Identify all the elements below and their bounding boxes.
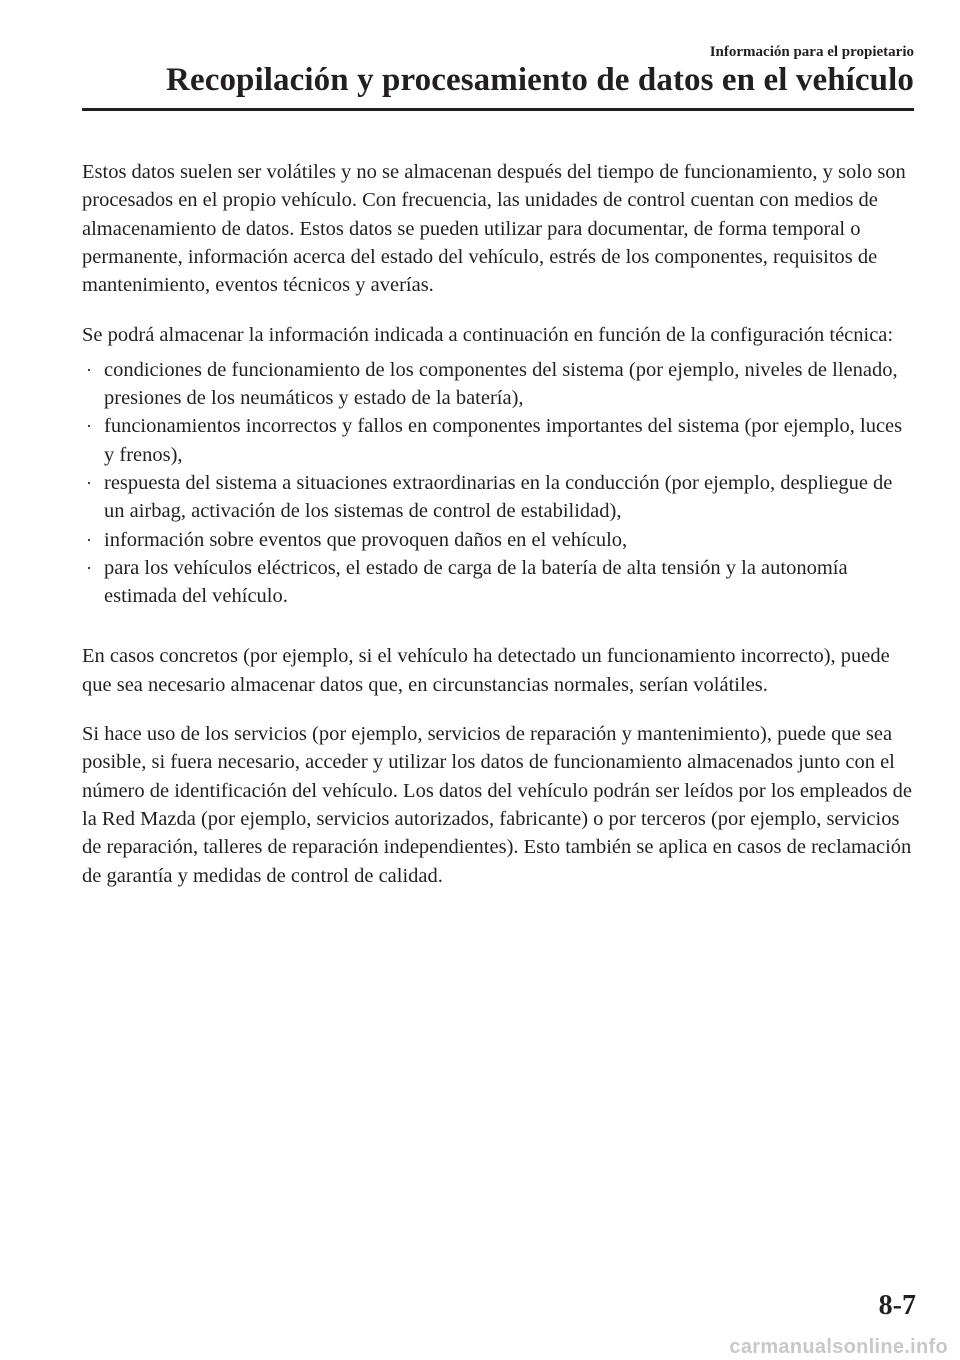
bullet-icon: ·	[86, 472, 92, 493]
list-item-text: respuesta del sistema a situaciones extraordinarias en la conducción (por ejemplo, despliegue de un airbag, activación de los sistemas de control de estabilidad),	[104, 471, 893, 523]
list-item	[82, 469, 916, 526]
paragraph-services-access: Si hace uso de los servicios (por ejemplo, servicios de reparación y mantenimiento), puede que sea posible, si fuera necesario, acceder y utilizar los datos de funcionamiento almacenados junto con el número de identificación del vehículo. Los datos del vehículo podrán ser leídos por los empleados de la Red Mazda (por ejemplo, servicios autorizados, fabricante) o por terceros (por ejemplo, servicios de reparación, talleres de reparación independientes). Esto también se aplica en casos de reclamación de garantía y medidas de control de calidad.	[82, 723, 913, 887]
watermark-text: carmanualsonline.info	[729, 1336, 948, 1358]
list-item-text: para los vehículos eléctricos, el estado de carga de la batería de alta tensión y la autonomía estimada del vehículo.	[104, 556, 848, 608]
bullet-icon: ·	[86, 557, 92, 578]
list-item-text: condiciones de funcionamiento de los componentes del sistema (por ejemplo, niveles de llenado, presiones de los neumáticos y estado de la batería),	[104, 358, 898, 410]
bullet-icon: ·	[86, 359, 92, 380]
section-label: Información para el propietario	[709, 44, 914, 60]
list-item-text: funcionamientos incorrectos y fallos en componentes importantes del sistema (por ejemplo, luces y frenos),	[104, 415, 903, 466]
header-divider	[82, 108, 914, 111]
list-item	[82, 412, 916, 469]
paragraph-specific-cases: En casos concretos (por ejemplo, si el vehículo ha detectado un funcionamiento incorrecto), puede que sea necesario almacenar datos que, en circunstancias normales, serían volátiles.	[82, 645, 890, 696]
list-item-text: información sobre eventos que provoquen daños en el vehículo,	[104, 528, 628, 551]
page-title: Recopilación y procesamiento de datos en el vehículo	[166, 62, 914, 98]
page-number: 8-7	[878, 1290, 916, 1321]
paragraph-stored-info-intro: Se podrá almacenar la información indicada a continuación en función de la configuración técnica:	[82, 324, 894, 347]
page-content	[82, 158, 916, 890]
bullet-icon: ·	[86, 529, 92, 550]
paragraph-data-volatility: Estos datos suelen ser volátiles y no se almacenan después del tiempo de funcionamiento, y solo son procesados en el propio vehículo. Con frecuencia, las unidades de control cuentan con medios de almacenamiento de datos. Estos datos se pueden utilizar para documentar, de forma temporal o permanente, información acerca del estado del vehículo, estrés de los componentes, requisitos de mantenimiento, eventos técnicos y averías.	[82, 161, 906, 297]
list-item	[82, 554, 916, 611]
bullet-icon: ·	[86, 416, 92, 437]
list-item	[82, 356, 916, 413]
list-item	[82, 526, 916, 554]
stored-info-list	[82, 356, 916, 611]
